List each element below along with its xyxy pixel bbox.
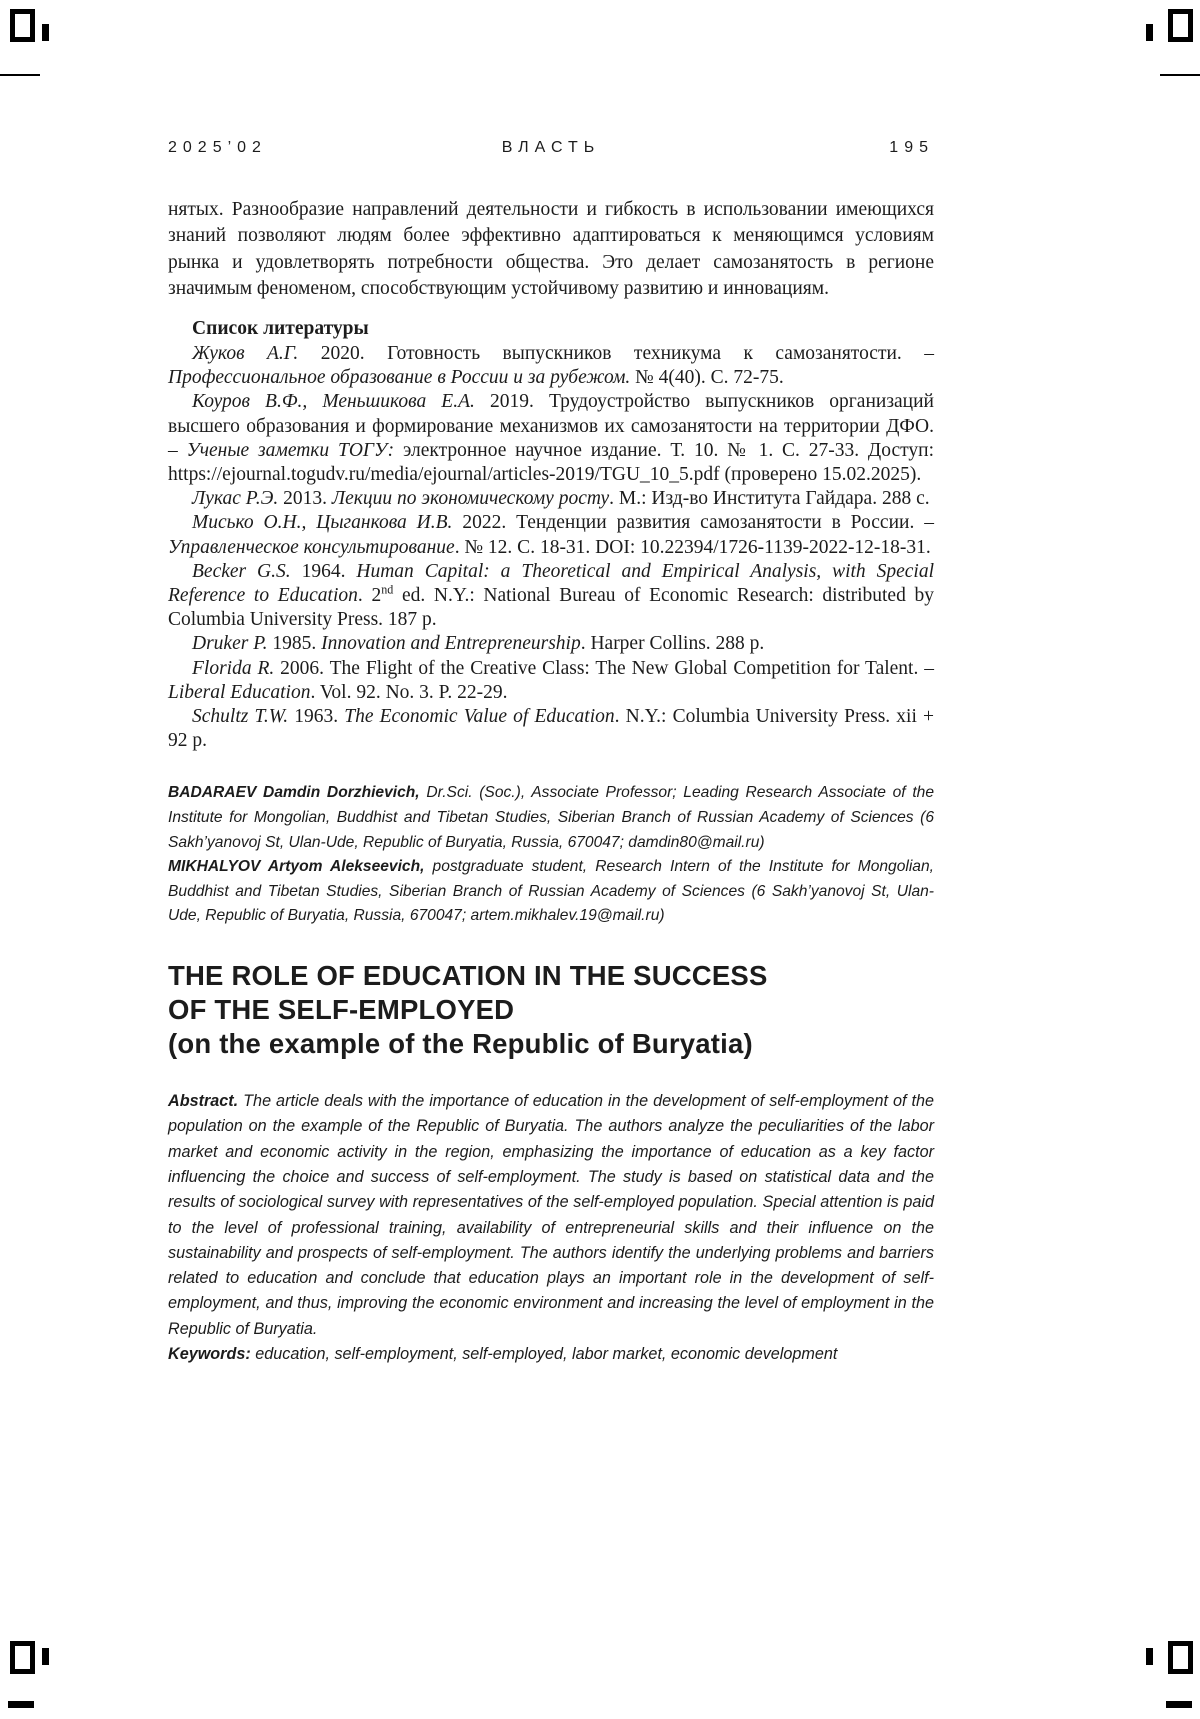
trim-bar-bottom-right: [1166, 1701, 1192, 1708]
crop-mark-tick-bottom-right: [1146, 1648, 1153, 1665]
trim-bar-bottom-left: [8, 1701, 34, 1708]
crop-mark-tick-top-left: [42, 24, 49, 41]
reference-item: Жуков А.Г. 2020. Готовность выпускников техникума к самозанятости. – Профессиональное образование в России и за рубежом. № 4(40). С. 72-75.: [168, 343, 934, 389]
author-info: MIKHALYOV Artyom Alekseevich, postgraduate student, Research Intern of the Institute for Mongolian, Buddhist and Tibetan Studies, Siberian Branch of Russian Academy of Sciences (6 Sakh’yanovoj St, Ulan-Ude, Republic of Buryatia, Russia, 670047; artem.mikhalev.19@mail.ru): [168, 858, 934, 925]
abstract: [168, 1089, 934, 1342]
crop-mark-box-bottom-right: [1168, 1641, 1193, 1674]
crop-mark-tick-top-right: [1146, 24, 1153, 41]
abstract-label: Abstract.: [168, 1092, 239, 1111]
title-line-1: THE ROLE OF EDUCATION IN THE SUCCESS: [168, 960, 768, 992]
reference-item: Коуров В.Ф., Меньшикова Е.А. 2019. Трудоустройство выпускников организаций высшего образования и формирование механизмов их самозанятости на территории ДФО. – Ученые заметки ТОГУ: электронное научное издание. Т. 10. № 1. С. 27-33. Доступ: https://ejournal.togudv.ru/media/ejournal/articles-2019/TGU_10_5.pdf (проверено 15.02.2025).: [168, 391, 934, 486]
trim-line-right-top: [1160, 74, 1200, 76]
issue-label: 2025’02: [168, 139, 267, 156]
title-line-2: OF THE SELF-EMPLOYED: [168, 994, 515, 1026]
crop-mark-box-top-right: [1168, 9, 1193, 42]
abstract-text: The article deals with the importance of education in the development of self-employment of the population on the example of the Republic of Buryatia. The authors analyze the peculiarities of the labor market and economic activity in the region, emphasizing the importance of education as a key factor influencing the choice and success of self-employment. The study is based on statistical data and the results of sociological survey with representatives of the self-employed population. Special attention is paid to the level of professional training, availability of entrepreneurial skills and their influence on the sustainability and prospects of self-employment. The authors identify the underlying problems and barriers related to education and conclude that education plays an important role in the development of self-employment, and thus, improving the economic environment and increasing the level of employment in the Republic of Buryatia.: [168, 1092, 934, 1338]
body-paragraph: нятых. Разнообразие направлений деятельности и гибкость в использовании имеющихся знаний позволяют людям более эффективно адаптироваться к меняющимся условиям рынка и удовлетворять потребности общества. Это делает самозанятость в регионе значимым феноменом, способствующим устойчивому развитию и инновациям.: [168, 199, 934, 300]
journal-title: ВЛАСТЬ: [501, 139, 601, 156]
authors-block: [168, 781, 934, 929]
reference-item: Becker G.S. 1964. Human Capital: a Theoretical and Empirical Analysis, with Special Reference to Education. 2nd ed. N.Y.: National Bureau of Economic Research: distributed by Columbia University Press. 187 p.: [168, 560, 935, 631]
keywords: [168, 1342, 934, 1367]
trim-line-left-top: [0, 74, 40, 76]
references-list: [168, 342, 934, 753]
reference-item: Лукас Р.Э. 2013. Лекции по экономическому росту. М.: Изд-во Института Гайдара. 288 с.: [192, 488, 930, 510]
article-title: [168, 959, 934, 1061]
article-content: [168, 197, 934, 1367]
reference-item: Мисько О.Н., Цыганкова И.В. 2022. Тенденции развития самозанятости в России. – Управленческое консультирование. № 12. С. 18-31. DOI: 10.22394/1726-1139-2022-12-18-31.: [168, 512, 934, 558]
reference-item: Druker P. 1985. Innovation and Entrepreneurship. Harper Collins. 288 p.: [192, 633, 765, 655]
keywords-label: Keywords:: [168, 1345, 251, 1364]
crop-mark-box-bottom-left: [10, 1641, 35, 1674]
crop-mark-box-top-left: [10, 9, 35, 42]
references-heading: Список литературы: [192, 317, 369, 339]
reference-item: Schultz T.W. 1963. The Economic Value of Education. N.Y.: Columbia University Press. xii + 92 p.: [168, 706, 935, 752]
page-number: 195: [889, 139, 934, 156]
author-info: BADARAEV Damdin Dorzhievich, Dr.Sci. (Soc.), Associate Professor; Leading Research Associate of the Institute for Mongolian, Buddhist and Tibetan Studies, Siberian Branch of Russian Academy of Sciences (6 Sakh’yanovoj St, Ulan-Ude, Republic of Buryatia, Russia, 670047; damdin80@mail.ru): [168, 784, 935, 851]
keywords-text: education, self-employment, self-employed, labor market, economic development: [255, 1345, 838, 1364]
crop-mark-tick-bottom-left: [42, 1648, 49, 1665]
title-line-3: (on the example of the Republic of Buryatia): [168, 1028, 753, 1060]
reference-item: Florida R. 2006. The Flight of the Creative Class: The New Global Competition for Talent. – Liberal Education. Vol. 92. No. 3. P. 22-29.: [168, 657, 934, 703]
page-header: [168, 139, 934, 157]
